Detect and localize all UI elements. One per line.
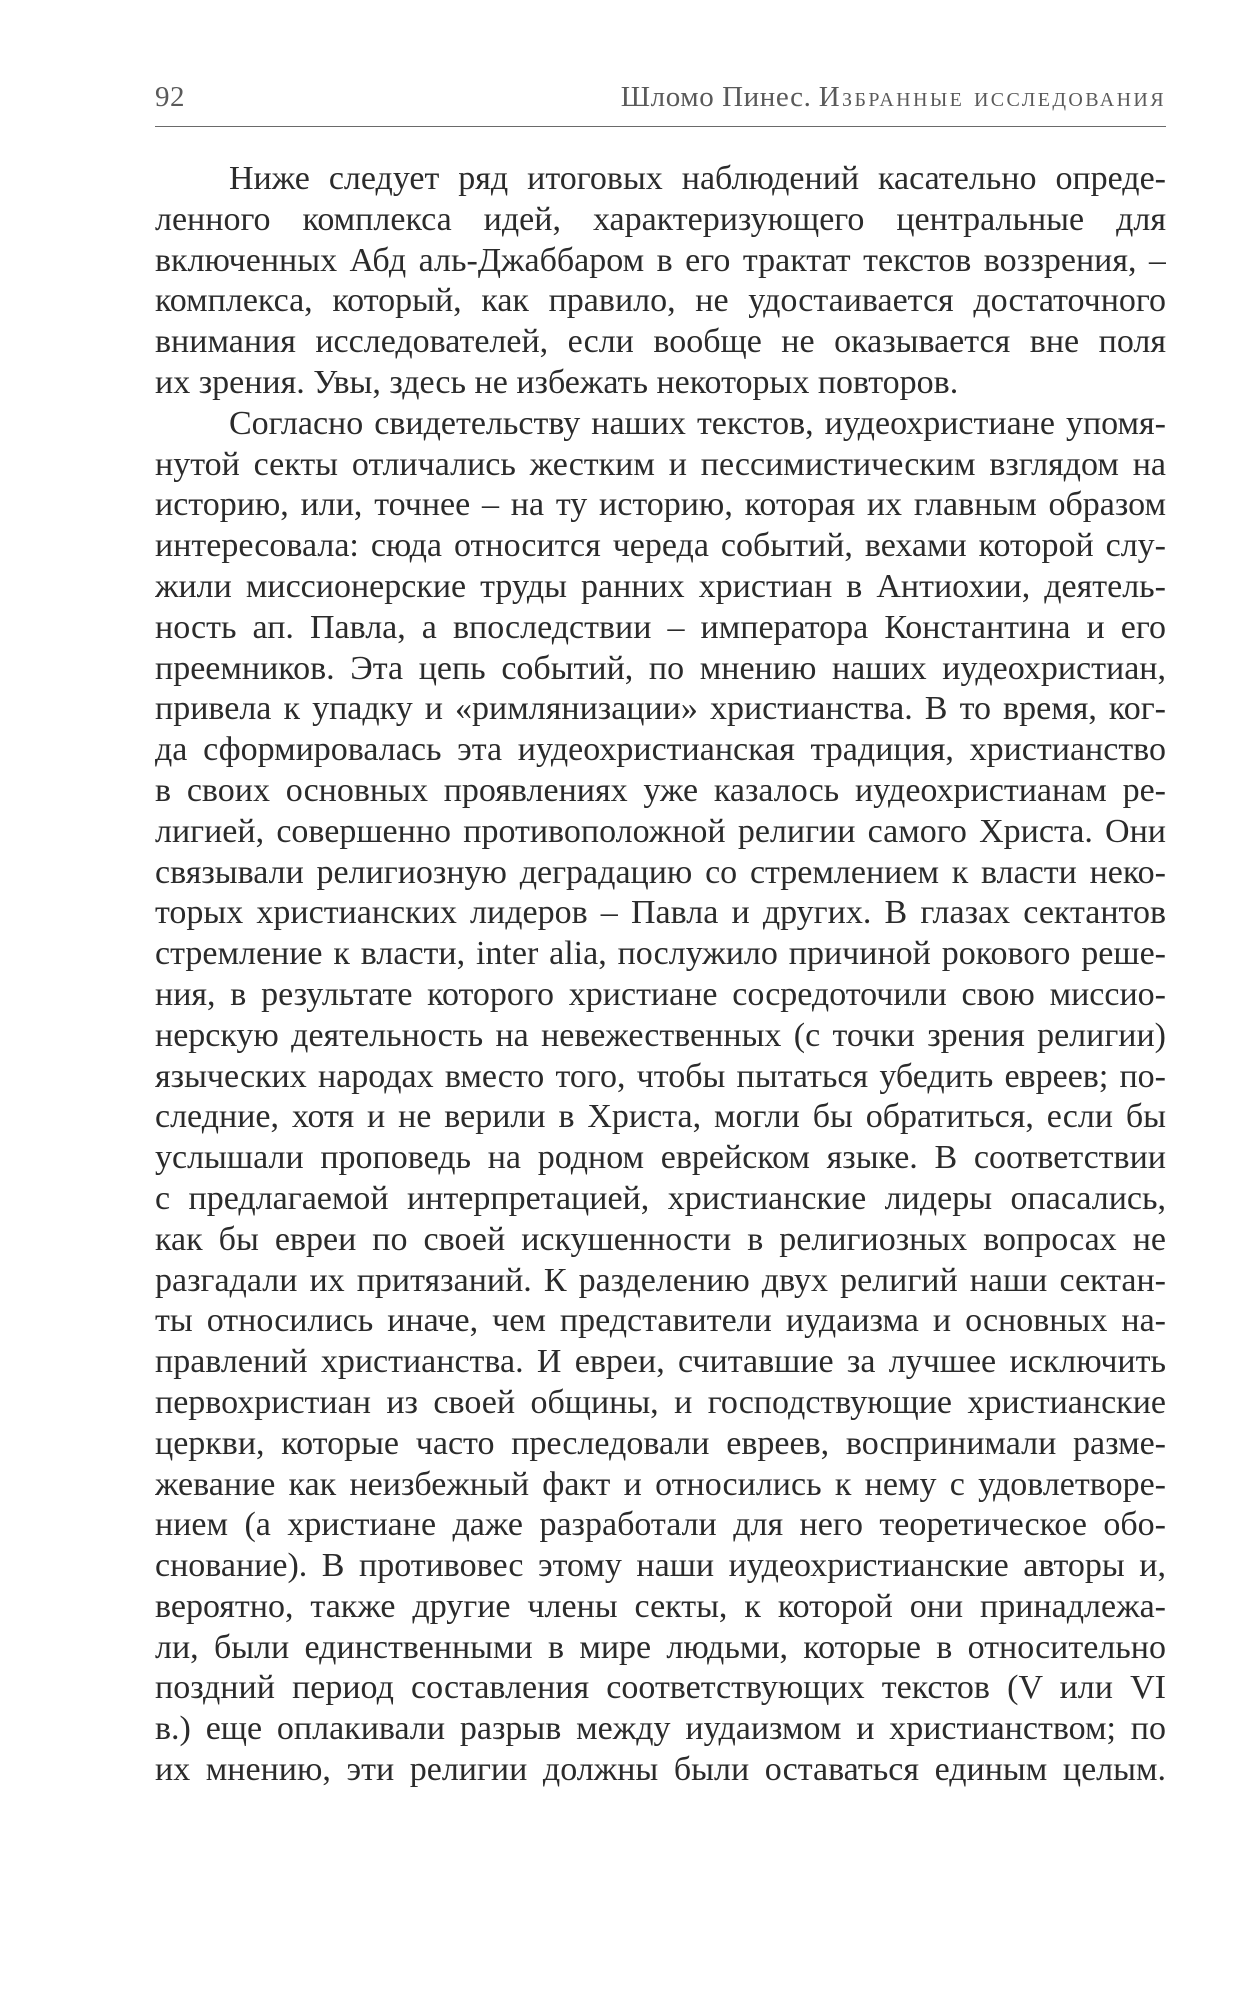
text-line: внимания исследователей, если вообще не оказывается вне поля	[155, 323, 1166, 361]
text-line: ты относились иначе, чем представители иудаизма и основных на-	[155, 1302, 1166, 1340]
text-line: ли, были единственными в мире людьми, которые в относительно	[155, 1628, 1166, 1666]
page-number: 92	[155, 81, 185, 113]
text-line: жили миссионерские труды ранних христиан в Антиохии, деятель-	[155, 567, 1166, 605]
text-line: жевание как неизбежный факт и относились к нему с удовлетворе-	[155, 1465, 1166, 1503]
text-line: с предлагаемой интерпретацией, христианские лидеры опасались,	[155, 1179, 1166, 1217]
text-line: следние, хотя и не верили в Христа, могли бы обратиться, если бы	[155, 1098, 1166, 1136]
text-line: поздний период составления соответствующих текстов (V или VI	[155, 1669, 1166, 1707]
text-line: связывали религиозную деградацию со стремлением к власти неко-	[155, 853, 1166, 891]
running-head	[155, 80, 1166, 127]
text-line: разгадали их притязаний. К разделению двух религий наши сектан-	[155, 1261, 1166, 1299]
text-line: в.) еще оплакивали разрыв между иудаизмом и христианством; по	[155, 1710, 1166, 1748]
text-line: торых христианских лидеров – Павла и других. В глазах сектантов	[155, 894, 1166, 932]
text-line: лигией, совершенно противоположной религии самого Христа. Они	[155, 812, 1166, 850]
text-line: привела к упадку и «римлянизации» христианства. В то время, ког-	[155, 690, 1166, 728]
text-line: ленного комплекса идей, характеризующего центральные для	[155, 200, 1166, 238]
text-line: нерскую деятельность на невежественных (с точки зрения религии)	[155, 1016, 1166, 1054]
text-line: нутой секты отличались жестким и пессимистическим взглядом на	[155, 445, 1166, 483]
text-line: нием (а христиане даже разработали для него теоретическое обо-	[155, 1506, 1166, 1544]
text-line: как бы евреи по своей искушенности в религиозных вопросах не	[155, 1220, 1166, 1258]
text-line: языческих народах вместо того, чтобы пытаться убедить евреев; по-	[155, 1057, 1166, 1095]
text-line: комплекса, который, как правило, не удостаивается достаточного	[155, 282, 1166, 320]
text-line: в своих основных проявлениях уже казалось иудеохристианам ре-	[155, 771, 1166, 809]
text-line: интересовала: сюда относится череда событий, вехами которой слу-	[155, 527, 1166, 565]
text-line: историю, или, точнее – на ту историю, которая их главным образом	[155, 486, 1166, 524]
text-line: церкви, которые часто преследовали евреев, воспринимали разме-	[155, 1424, 1166, 1462]
paragraph-2	[155, 404, 1166, 1791]
running-title-author: Шломо Пинес.	[620, 81, 812, 113]
text-line: да сформировалась эта иудеохристианская традиция, христианство	[155, 731, 1166, 769]
running-title-book: Избранные исследования	[818, 81, 1166, 113]
text-line: ность ап. Павла, а впоследствии – императора Константина и его	[155, 608, 1166, 646]
text-line: Ниже следует ряд итоговых наблюдений касательно опреде-	[229, 160, 1166, 197]
paragraph-1	[155, 159, 1166, 404]
text-line: услышали проповедь на родном еврейском языке. В соответствии	[155, 1139, 1166, 1177]
text-line: Согласно свидетельству наших текстов, иудеохристиане упомя-	[229, 404, 1166, 442]
text-line: вероятно, также другие члены секты, к которой они принадлежа-	[155, 1587, 1166, 1625]
running-title	[621, 80, 1166, 114]
text-line: включенных Абд аль-Джаббаром в его трактат текстов воззрения, –	[155, 241, 1166, 279]
text-line: их мнению, эти религии должны были оставаться единым целым.	[155, 1751, 1166, 1789]
text-line: их зрения. Увы, здесь не избежать некоторых повторов.	[155, 363, 959, 401]
body-text	[155, 159, 1166, 1791]
text-line: преемников. Эта цепь событий, по мнению наших иудеохристиан,	[155, 649, 1166, 687]
text-line: ния, в результате которого христиане сосредоточили свою миссио-	[155, 975, 1166, 1013]
text-line: правлений христианства. И евреи, считавшие за лучшее исключить	[155, 1343, 1166, 1381]
text-line: первохристиан из своей общины, и господствующие христианские	[155, 1383, 1166, 1421]
text-line: стремление к власти, inter alia, послужило причиной рокового реше-	[155, 935, 1166, 973]
text-line: снование). В противовес этому наши иудеохристианские авторы и,	[155, 1547, 1166, 1585]
